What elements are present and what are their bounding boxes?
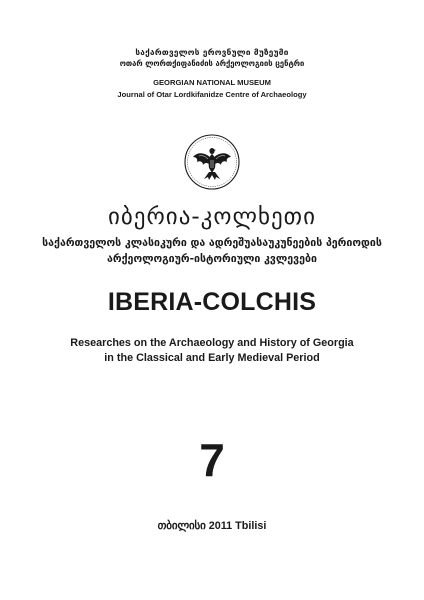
subtitle-english-line1: Researches on the Archaeology and History of Georgia bbox=[70, 337, 354, 349]
journal-name-english: Journal of Otar Lordkifanidze Centre of Archaeology bbox=[117, 90, 307, 99]
subtitle-georgian-line1: საქართველოს კლასიკური და ადრეშუასაუკუნეების პერიოდის bbox=[42, 237, 382, 249]
subtitle-georgian-line2: არქეოლოგიურ-ისტორიული კვლევები bbox=[107, 253, 317, 265]
volume-number: 7 bbox=[199, 434, 225, 486]
journal-title-english: IBERIA-COLCHIS bbox=[107, 288, 317, 316]
journal-title-georgian: იბერია-კოლხეთი bbox=[108, 204, 316, 230]
imprint-place-year: თბილისი 2011 Tbilisi bbox=[157, 520, 267, 532]
museum-name-georgian: საქართველოს ეროვნული მუზეუმი bbox=[135, 47, 289, 57]
museum-name-english: GEORGIAN NATIONAL MUSEUM bbox=[153, 78, 271, 87]
subtitle-english-line2: in the Classical and Early Medieval Period bbox=[104, 352, 320, 364]
museum-emblem-icon bbox=[182, 132, 242, 192]
centre-name-georgian: ოთარ ლორთქიფანიძის არქეოლოგიის ცენტრი bbox=[119, 59, 305, 68]
